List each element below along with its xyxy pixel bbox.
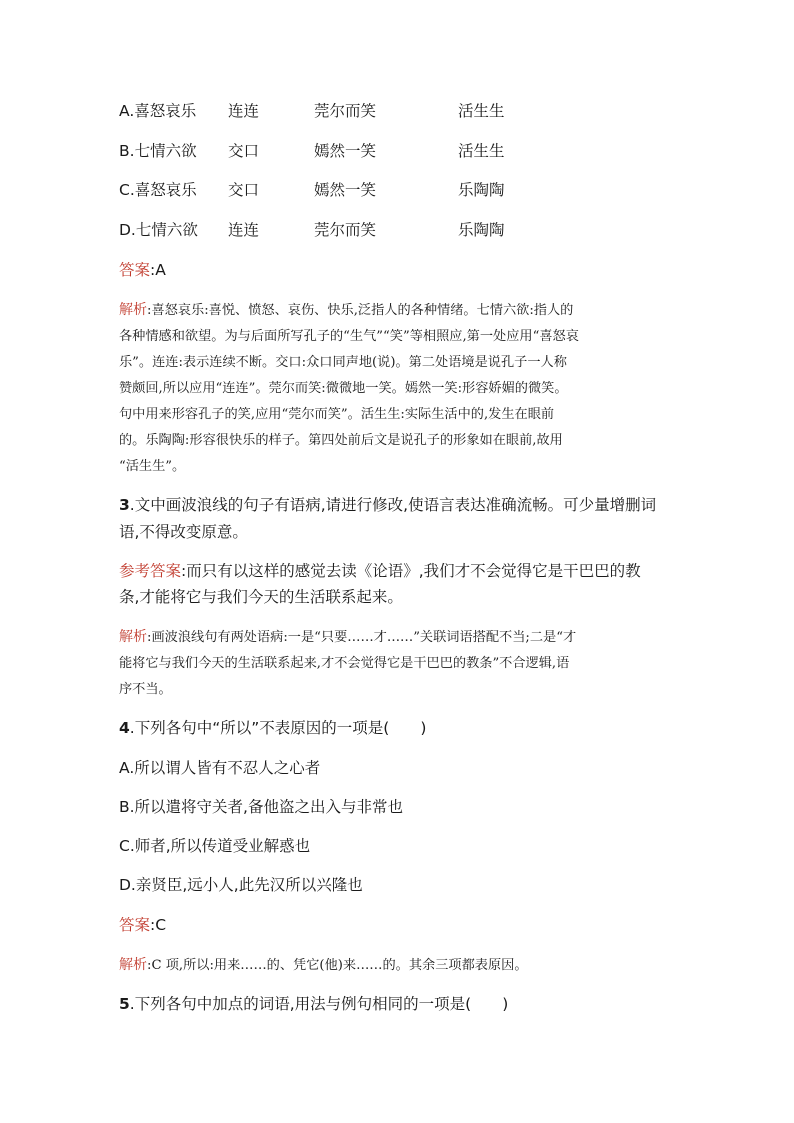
option-row-a [119,99,505,121]
q2-analysis-line-3: 乐”。连连:表示连续不断。交口:众口同声地(说)。第二处语境是说孔子一人称 [119,355,567,370]
option-row-d [119,218,505,240]
q3-analysis-line-2: 能将它与我们今天的生活联系起来,才不会觉得它是干巴巴的教条”不合逻辑,语 [119,656,570,671]
option-row-b [119,139,505,161]
option-d-w2: 连连 [228,221,260,239]
q4-number: 4 [119,719,130,737]
option-d-w1: D.七情六欲 [119,221,198,239]
reference-answer-label: 参考答案 [119,562,182,580]
option-b-w3: 嫣然一笑 [314,142,377,160]
q2-analysis-line-1: 解析:喜怒哀乐:喜悦、愤怒、哀伤、快乐,泛指人的各种情绪。七情六欲:指人的 [119,302,574,318]
analysis-label: 解析 [119,302,147,318]
q4-analysis: 解析:C 项,所以:用来……的、凭它(他)来……的。其余三项都表原因。 [119,957,528,973]
q2-analysis-line-4: 赞颇回,所以应用“连连”。莞尔而笑:微微地一笑。嫣然一笑:形容娇媚的微笑。 [119,381,568,396]
option-d-w3: 莞尔而笑 [314,221,377,239]
q2-analysis-line-7: “活生生”。 [119,459,186,474]
q2-analysis-line-5: 句中用来形容孔子的笑,应用“莞尔而笑”。活生生:实际生活中的,发生在眼前 [119,407,555,422]
option-c-w3: 嫣然一笑 [314,181,377,199]
answer-label: 答案 [119,916,151,934]
option-a-w2: 连连 [228,102,260,120]
q4-option-b: B.所以遣将守关者,备他盗之出入与非常也 [119,798,403,816]
option-c-w1: C.喜怒哀乐 [119,181,197,199]
q3-analysis-line-3: 序不当。 [119,682,172,697]
q4-option-d: D.亲贤臣,远小人,此先汉所以兴隆也 [119,876,363,894]
q4-question: 4.下列各句中“所以”不表原因的一项是( ) [119,719,427,737]
q2-analysis-line-2: 各种情感和欲望。为与后面所写孔子的“生气”“笑”等相照应,第一处应用“喜怒哀 [119,329,579,344]
analysis-label: 解析 [119,629,147,645]
option-b-w1: B.七情六欲 [119,142,197,160]
option-b-w4: 活生生 [458,142,505,160]
option-b-w2: 交口 [228,142,260,160]
option-a-w1: A.喜怒哀乐 [119,102,197,120]
q5-number: 5 [119,995,130,1013]
option-c-w2: 交口 [228,181,260,199]
q4-option-a: A.所以谓人皆有不忍人之心者 [119,759,321,777]
q3-reference-line-1: 参考答案:而只有以这样的感觉去读《论语》,我们才不会觉得它是干巴巴的教 [119,562,641,580]
q3-analysis-line-1: 解析:画波浪线句有两处语病:一是“只要……才……”关联词语搭配不当;二是“才 [119,629,577,645]
q5-question: 5.下列各句中加点的词语,用法与例句相同的一项是( ) [119,995,509,1013]
q3-question-line-2: 语,不得改变原意。 [119,523,248,541]
q4-option-c: C.师者,所以传道受业解惑也 [119,837,311,855]
q2-analysis-line-6: 的。乐陶陶:形容很快乐的样子。第四处前后文是说孔子的形象如在眼前,故用 [119,433,563,448]
option-a-w3: 莞尔而笑 [314,102,377,120]
option-a-w4: 活生生 [458,102,505,120]
answer-label: 答案 [119,261,151,279]
option-row-c [119,178,505,200]
q3-reference-line-2: 条,才能将它与我们今天的生活联系起来。 [119,588,403,606]
q2-answer [119,258,166,280]
q3-question-line-1: 3.文中画波浪线的句子有语病,请进行修改,使语言表达准确流畅。可少量增删词 [119,496,657,514]
option-d-w4: 乐陶陶 [458,221,505,239]
answer-value: :A [150,261,166,279]
q4-answer [119,913,166,935]
option-c-w4: 乐陶陶 [458,181,505,199]
q3-number: 3 [119,496,130,514]
answer-value: :C [150,916,167,934]
analysis-label: 解析 [119,957,147,973]
